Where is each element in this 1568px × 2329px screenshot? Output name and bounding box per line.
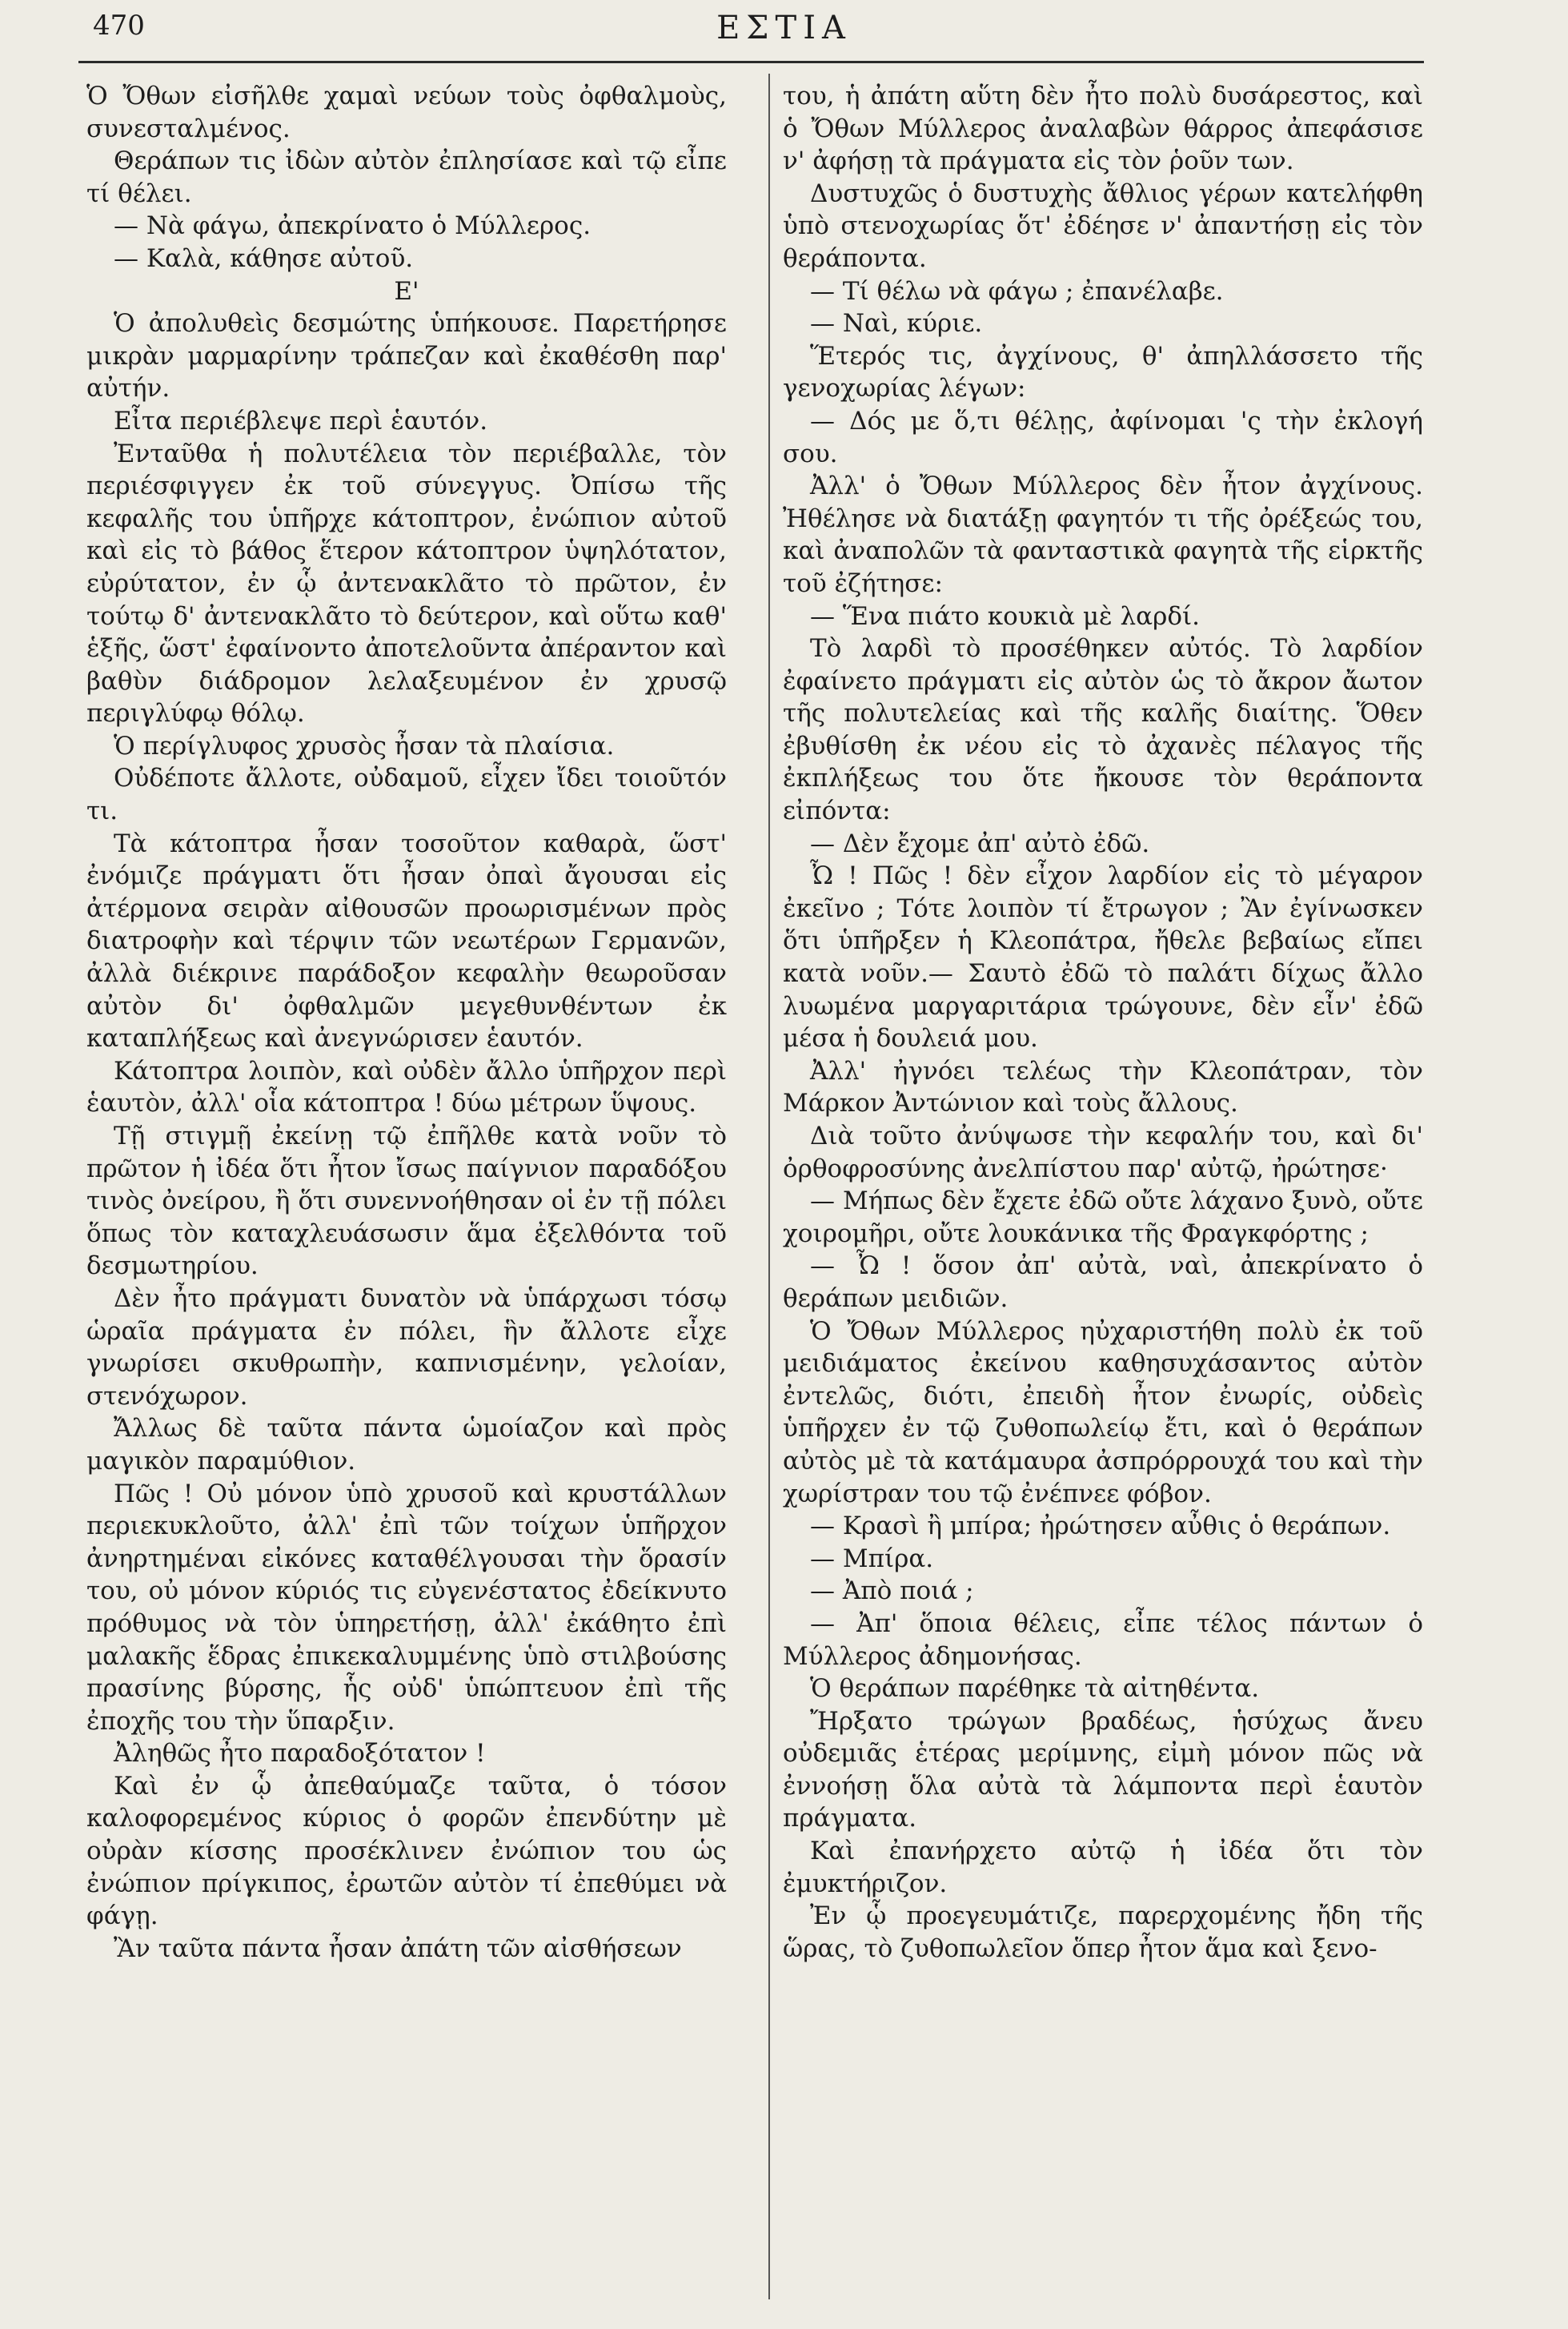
paragraph: Ἂν ταῦτα πάντα ἦσαν ἀπάτη τῶν αἰσθήσεων	[114, 1933, 682, 1963]
paragraph: Ἕτερός τις, ἀγχίνους, θ' ἀπηλλάσσετο τῆς γενοχωρίας λέγων:	[783, 341, 1423, 404]
paragraph: Τὰ κάτοπτρα ἦσαν τοσοῦτον καθαρὰ, ὥστ' ἐνόμιζε πράγματι ὅτι ἦσαν ὀπαὶ ἄγουσαι εἰς ἀτέρμονα σειρὰν αἰθουσῶν προωρισμένων πρὸς διατροφὴν καὶ τέρψιν τῶν νεωτέρων Γερμανῶν, ἀλλὰ διέκρινε παράδοξον κεφαλὴν θεωροῦσαν αὐτὸν δι' ὀφθαλμῶν μεγεθυνθέντων ἐκ καταπλήξεως καὶ ἀνεγνώρισεν ἑαυτόν.	[86, 829, 727, 1054]
dialogue-line: — Ὦ ! ὅσον ἀπ' αὐτὰ, ναὶ, ἀπεκρίνατο ὁ θεράπων μειδιῶν.	[783, 1251, 1423, 1313]
paragraph: Ἐν ᾧ προεγευμάτιζε, παρερχομένης ἤδη τῆς ὥρας, τὸ ζυθοπωλεῖον ὅπερ ἦτον ἅμα καὶ ξενο-	[783, 1901, 1423, 1963]
paragraph: Ὁ ἀπολυθεὶς δεσμώτης ὑπήκουσε. Παρετήρησε μικρὰν μαρμαρίνην τράπεζαν καὶ ἐκαθέσθη παρ' αὐτήν.	[86, 309, 727, 404]
running-title: ΕΣΤΙΑ	[716, 10, 852, 46]
dialogue-line: — Δὲν ἔχομε ἀπ' αὐτὸ ἐδῶ.	[810, 829, 1150, 858]
paragraph: Δὲν ἦτο πράγματι δυνατὸν νὰ ὑπάρχωσι τόσῳ ὡραῖα πράγματα ἐν πόλει, ἣν ἄλλοτε εἶχε γνωρίσει σκυθρωπὴν, καπνισμένην, γελοίαν, στενόχωρον.	[86, 1283, 727, 1411]
paragraph: Δυστυχῶς ὁ δυστυχὴς ἄθλιος γέρων κατελήφθη ὑπὸ στενοχωρίας ὅτ' ἐδέησε ν' ἀπαντήσῃ εἰς τὸν θεράποντα.	[783, 179, 1423, 273]
paragraph: Τῇ στιγμῇ ἐκείνῃ τῷ ἐπῆλθε κατὰ νοῦν τὸ πρῶτον ἡ ἰδέα ὅτι ἦτον ἴσως παίγνιον παραδόξου τινὸς ὀνείρου, ἢ ὅτι συνεννοήθησαν οἱ ἐν τῇ πόλει ὅπως τὸν καταχλευάσωσιν ἅμα ἐξελθόντα τοῦ δεσμωτηρίου.	[86, 1122, 727, 1281]
dialogue-line: — Νὰ φάγω, ἀπεκρίνατο ὁ Μύλλερος.	[114, 211, 592, 241]
dialogue-line: — Μπίρα.	[810, 1544, 934, 1573]
column-divider	[768, 74, 770, 2299]
paragraph: Ἀληθῶς ἦτο παραδοξότατον !	[114, 1739, 486, 1769]
section-heading: Ε'	[394, 276, 419, 306]
paragraph: Καὶ ἐν ᾧ ἀπεθαύμαζε ταῦτα, ὁ τόσον καλοφορεμένος κύριος ὁ φορῶν ἐπενδύτην μὲ οὐρὰν κίσσης προσέκλινεν ἐνώπιον του ὡς ἐνώπιον πρίγκιπος, ἐρωτῶν αὐτὸν τί ἐπεθύμει νὰ φάγῃ.	[86, 1771, 727, 1931]
paragraph: Ἤρξατο τρώγων βραδέως, ἡσύχως ἄνευ οὐδεμιᾶς ἑτέρας μερίμνης, εἰμὴ μόνον πῶς νὰ ἐννοήσῃ ὅλα αὐτὰ τὰ λάμποντα περὶ ἑαυτὸν πράγματα.	[783, 1706, 1423, 1833]
paragraph: Ὁ θεράπων παρέθηκε τὰ αἰτηθέντα.	[810, 1674, 1260, 1704]
dialogue-line: — Ἀπὸ ποιά ;	[810, 1576, 974, 1606]
paragraph: Ὁ περίγλυφος χρυσὸς ἦσαν τὰ πλαίσια.	[114, 731, 615, 761]
paragraph: Διὰ τοῦτο ἀνύψωσε τὴν κεφαλήν του, καὶ δι' ὀρθοφροσύνης ἀνελπίστου παρ' αὐτῷ, ἠρώτησε·	[783, 1122, 1423, 1183]
paragraph: Ὁ Ὄθων εἰσῆλθε χαμαὶ νεύων τοὺς ὀφθαλμοὺς, συνεσταλμένος.	[86, 82, 727, 143]
paragraph: του, ἡ ἀπάτη αὕτη δὲν ἦτο πολὺ δυσάρεστος, καὶ ὁ Ὄθων Μύλλερος ἀναλαβὼν θάρρος ἀπεφάσισε ν' ἀφήσῃ τὰ πράγματα εἰς τὸν ῥοῦν των.	[783, 82, 1423, 176]
paragraph: Ὦ ! Πῶς ! δὲν εἶχον λαρδίον εἰς τὸ μέγαρον ἐκεῖνο ; Τότε λοιπὸν τί ἔτρωγον ; Ἂν ἐγίνωσκεν ὅτι ὑπῆρξεν ἡ Κλεοπάτρα, ἤθελε βεβαίως εἴπει κατὰ νοῦν.— Σαυτὸ ἐδῶ τὸ παλάτι δίχως ἄλλο λυωμένα μαργαριτάρια τρώγουνε, δὲν εἶν' ἐδῶ μέσα ἡ δουλειά μου.	[783, 861, 1423, 1054]
paragraph: Οὐδέποτε ἄλλοτε, οὐδαμοῦ, εἶχεν ἴδει τοιοῦτόν τι.	[86, 764, 727, 826]
paragraph: Ἄλλως δὲ ταῦτα πάντα ὡμοίαζον καὶ πρὸς μαγικὸν παραμύθιον.	[86, 1414, 727, 1476]
paragraph: Ἀλλ' ἠγνόει τελέως τὴν Κλεοπάτραν, τὸν Μάρκον Ἀντώνιον καὶ τοὺς ἄλλους.	[783, 1056, 1423, 1118]
dialogue-line: — Ναὶ, κύριε.	[810, 309, 983, 339]
left-column	[86, 80, 727, 1965]
dialogue-line: — Τί θέλω νὰ φάγω ; ἐπανέλαβε.	[810, 276, 1224, 306]
dialogue-line: — Καλὰ, κάθησε αὐτοῦ.	[114, 243, 414, 273]
paragraph: Καὶ ἐπανήρχετο αὐτῷ ἡ ἰδέα ὅτι τὸν ἐμυκτήριζον.	[783, 1837, 1423, 1898]
paragraph: Ὁ Ὄθων Μύλλερος ηὐχαριστήθη πολὺ ἐκ τοῦ μειδιάματος ἐκείνου καθησυχάσαντος αὐτὸν ἐντελῶς, διότι, ἐπειδὴ ἦτον ἐνωρίς, οὐδεὶς ὑπῆρχεν ἐν τῷ ζυθοπωλείῳ ἔτι, καὶ ὁ θεράπων αὐτὸς μὲ τὰ κατάμαυρα ἀσπρόρρουχά του καὶ τὴν χωρίστραν του τῷ ἐνέπνεε φόβον.	[783, 1316, 1423, 1508]
paragraph: Πῶς ! Οὐ μόνον ὑπὸ χρυσοῦ καὶ κρυστάλλων περιεκυκλοῦτο, ἀλλ' ἐπὶ τῶν τοίχων ὑπῆρχον ἀνηρτημέναι εἰκόνες καταθέλγουσαι τὴν ὅρασίν του, οὐ μόνον κύριός τις εὐγενέστατος ἐδείκνυτο πρόθυμος νὰ τὸν ὑπηρετήσῃ, ἀλλ' ἐκάθητο ἐπὶ μαλακῆς ἕδρας ἐπικεκαλυμμένης ὑπὸ στιλβούσης πρασίνης βύρσης, ἧς οὐδ' ὑπώπτευον ἐπὶ τῆς ἐποχῆς του τὴν ὕπαρξιν.	[86, 1479, 727, 1736]
paragraph: Θεράπων τις ἰδὼν αὐτὸν ἐπλησίασε καὶ τῷ εἶπε τί θέλει.	[86, 147, 727, 208]
header-rule	[78, 61, 1424, 63]
paragraph: Ἐνταῦθα ἡ πολυτέλεια τὸν περιέβαλλε, τὸν περιέσφιγγεν ἐκ τοῦ σύνεγγυς. Ὀπίσω τῆς κεφαλῆς του ὑπῆρχε κάτοπτρον, ἐνώπιον αὐτοῦ καὶ εἰς τὸ βάθος ἕτερον κάτοπτρον ὑψηλότατον, εὐρύτατον, ἐν ᾧ ἀντενακλᾶτο τὸ πρῶτον, ἐν τούτῳ δ' ἀντενακλᾶτο τὸ δεύτερον, καὶ οὕτω καθ' ἑξῆς, ὥστ' ἐφαίνοντο ἀποτελοῦντα ἀπέραντον καὶ βαθὺν διάδρομον λελαξευμένον ἐν χρυσῷ περιγλύφῳ θόλῳ.	[86, 439, 727, 729]
paragraph: Εἶτα περιέβλεψε περὶ ἑαυτόν.	[114, 406, 488, 436]
paragraph: Τὸ λαρδὶ τὸ προσέθηκεν αὐτός. Τὸ λαρδίον ἐφαίνετο πράγματι εἰς αὐτὸν ὡς τὸ ἄκρον ἄωτον τῆς πολυτελείας καὶ τῆς καλῆς διαίτης. Ὅθεν ἐβυθίσθη ἐκ νέου εἰς τὸ ἀχανὲς πέλαγος τῆς ἐκπλήξεως του ὅτε ἤκουσε τὸν θεράποντα εἰπόντα:	[783, 634, 1423, 826]
paragraph: Κάτοπτρα λοιπὸν, καὶ οὐδὲν ἄλλο ὑπῆρχον περὶ ἑαυτὸν, ἀλλ' οἷα κάτοπτρα ! δύω μέτρων ὕψους.	[86, 1056, 727, 1118]
dialogue-line: — Κρασὶ ἢ μπίρα; ἠρώτησεν αὖθις ὁ θεράπων.	[810, 1512, 1391, 1541]
paragraph: Ἀλλ' ὁ Ὄθων Μύλλερος δὲν ἦτον ἀγχίνους. Ἠθέλησε νὰ διατάξῃ φαγητόν τι τῆς ὀρέξεώς του, καὶ ἀναπολῶν τὰ φανταστικὰ φαγητὰ τῆς εἱρκτῆς τοῦ ἐζήτησε:	[783, 472, 1423, 598]
right-column	[783, 80, 1423, 1965]
dialogue-line: — Ἕνα πιάτο κουκιὰ μὲ λαρδί.	[810, 601, 1201, 631]
dialogue-line: — Μήπως δὲν ἔχετε ἐδῶ οὔτε λάχανο ξυνὸ, οὔτε χοιρομῆρι, οὔτε λουκάνικα τῆς Φραγκφόρτης ;	[783, 1187, 1423, 1248]
page-number: 470	[93, 10, 145, 42]
dialogue-line: — Ἀπ' ὅποια θέλεις, εἶπε τέλος πάντων ὁ Μύλλερος ἀδημονήσας.	[783, 1608, 1423, 1671]
dialogue-line: — Δός με ὅ,τι θέλῃς, ἀφίνομαι 'ς τὴν ἐκλογή σου.	[783, 406, 1423, 468]
